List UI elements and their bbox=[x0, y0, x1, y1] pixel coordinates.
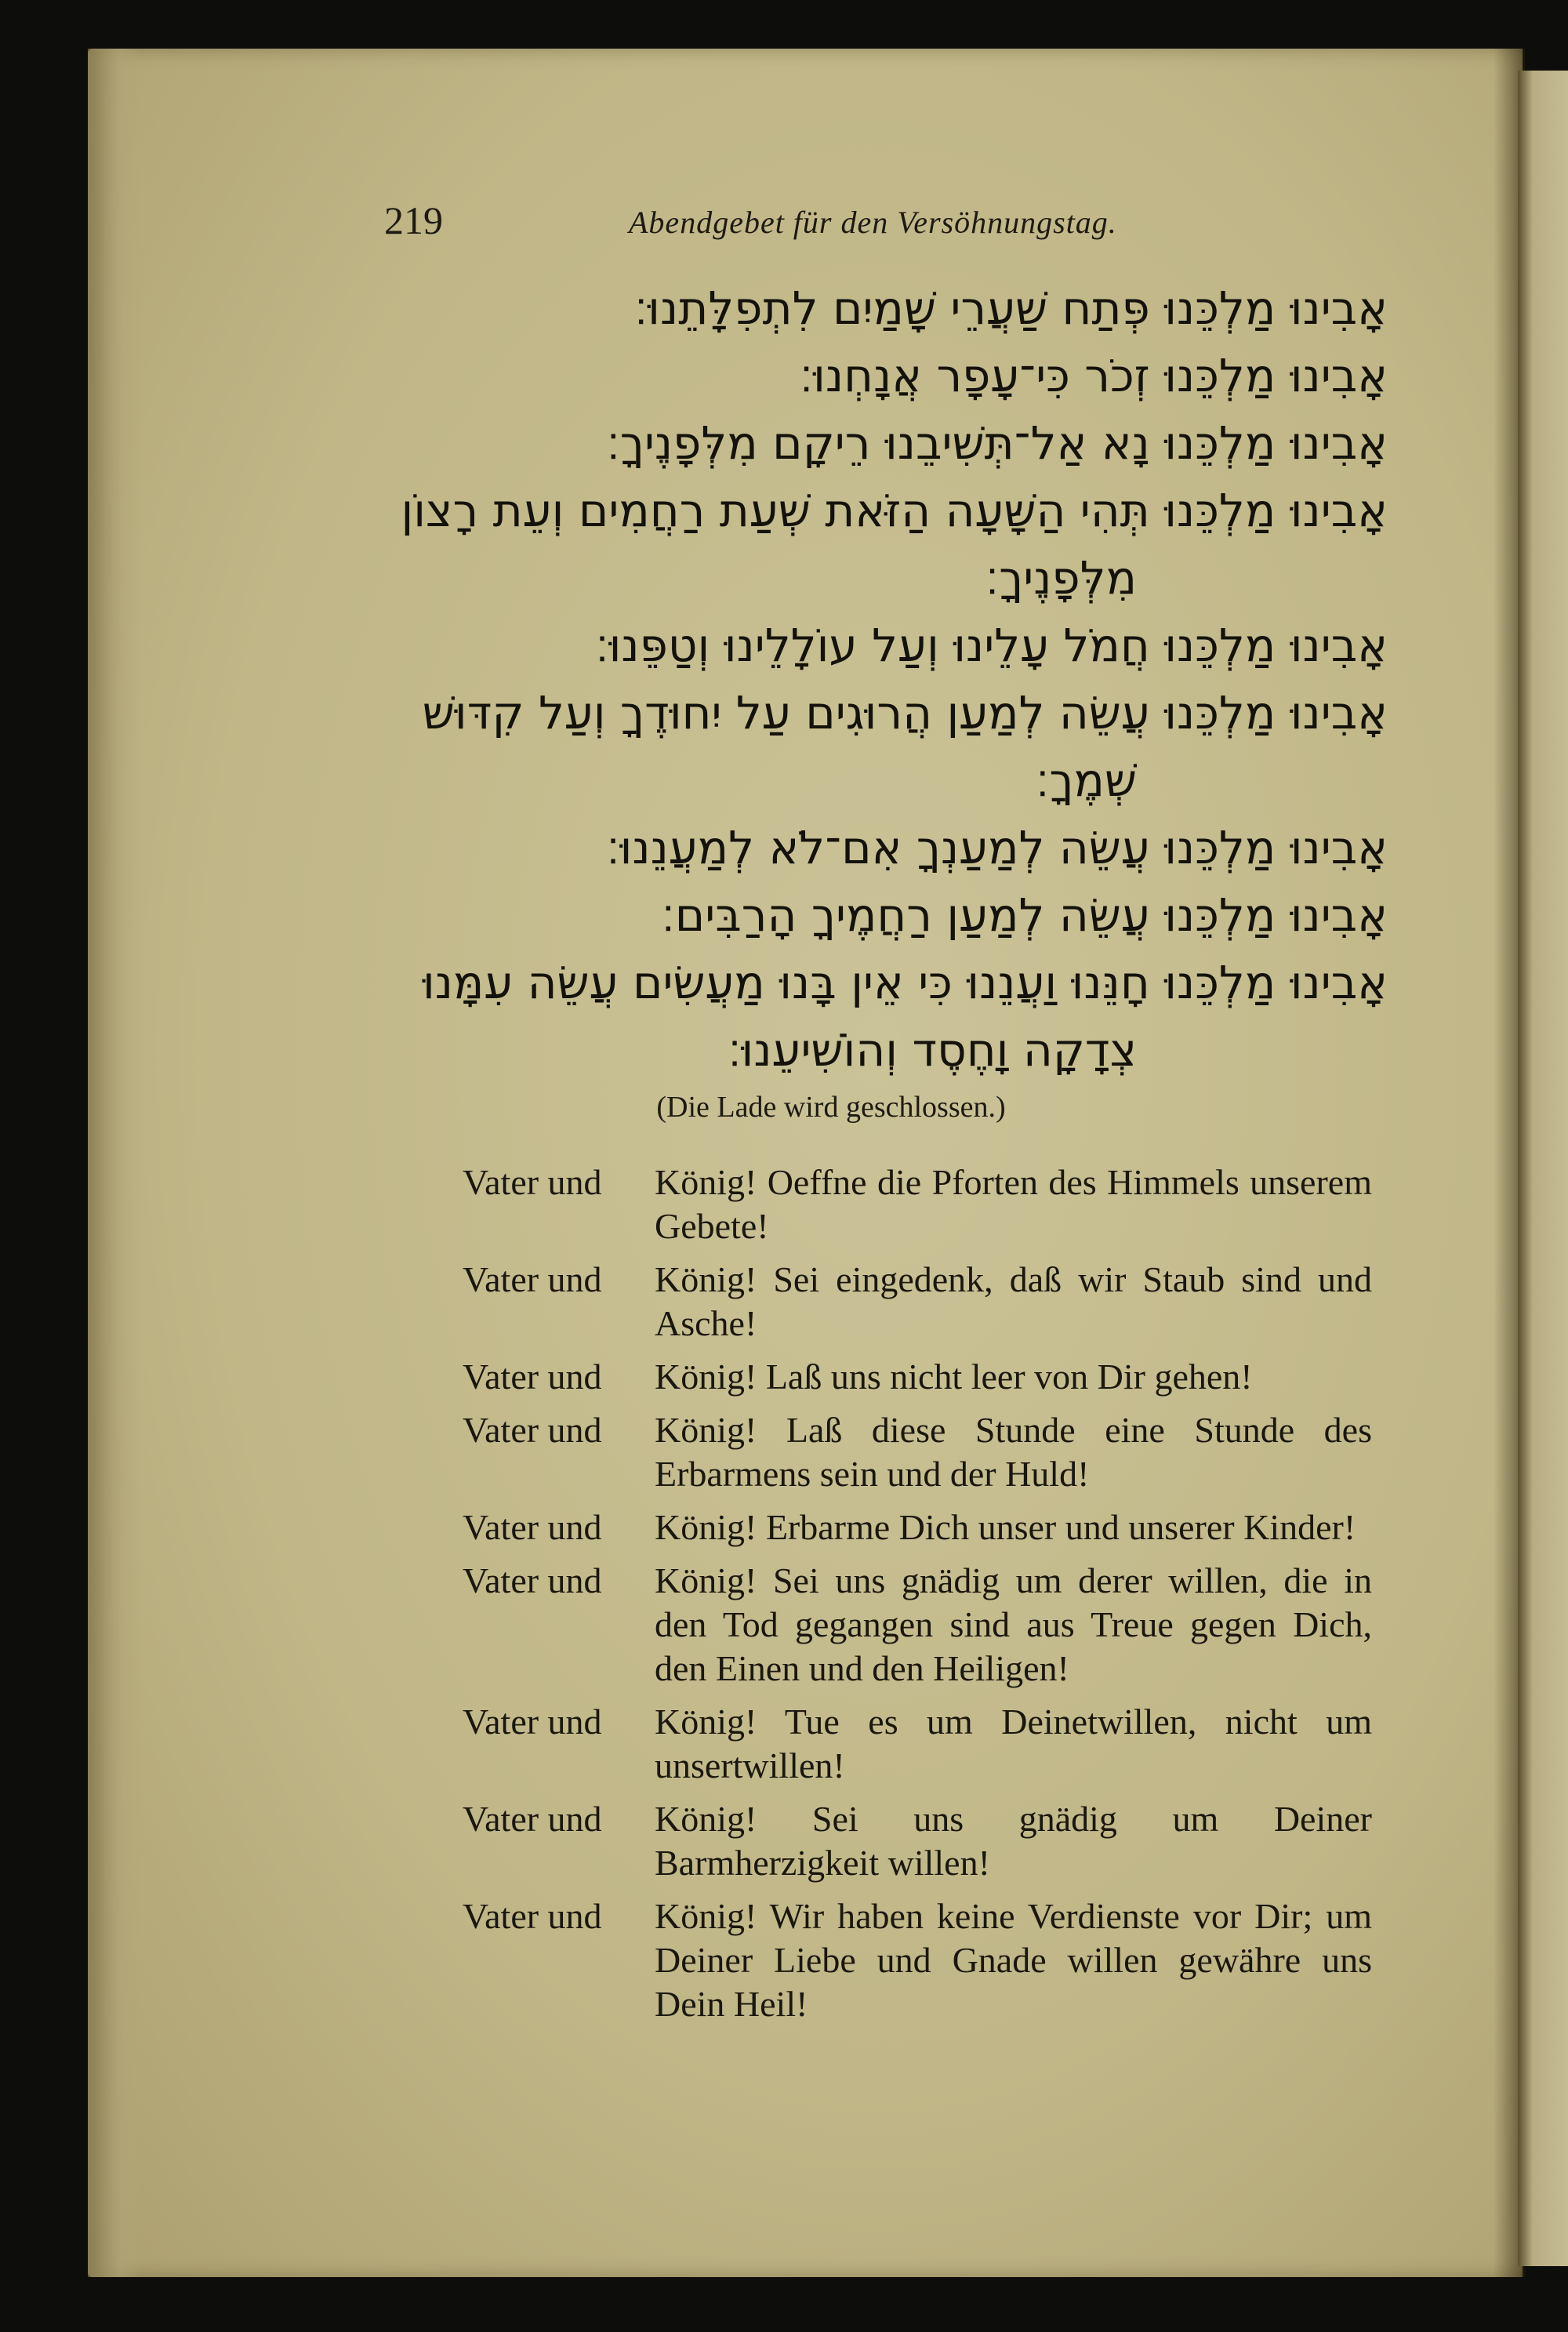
entry-label: Vater und bbox=[463, 1410, 602, 1450]
page-header bbox=[384, 198, 1168, 245]
entry-text: König! Oeffne die Pforten des Himmels unserem Gebete! bbox=[655, 1162, 1372, 1246]
hebrew-prayer-block bbox=[368, 274, 1388, 1084]
entry-text: König! Wir haben keine Verdienste vor Dir; um Deiner Liebe und Gnade willen gewähre uns Dein Heil! bbox=[655, 1896, 1372, 2024]
entry-label: Vater und bbox=[463, 1357, 602, 1397]
entry-text: König! Laß diese Stunde eine Stunde des Erbarmens sein und der Huld! bbox=[655, 1410, 1372, 1494]
rubric-caption: (Die Lade wird geschlossen.) bbox=[656, 1091, 1006, 1124]
translation-entry bbox=[463, 1700, 1372, 1788]
entry-text: König! Laß uns nicht leer von Dir gehen! bbox=[655, 1357, 1253, 1397]
hebrew-line: אָבִינוּ מַלְכֵּנוּ חָנֵּנוּ וַעֲנֵנוּ כִּי אֵין בָּנוּ מַעֲשִׂים עֲשֵׂה עִמָּנוּ bbox=[422, 956, 1388, 1009]
running-title: Abendgebet für den Versöhnungstag. bbox=[629, 205, 1117, 240]
entry-text: König! Sei eingedenk, daß wir Staub sind und Asche! bbox=[655, 1259, 1372, 1343]
entry-label: Vater und bbox=[463, 1702, 602, 1742]
page-edge-shadow bbox=[88, 49, 143, 2277]
hebrew-line: אָבִינוּ מַלְכֵּנוּ תְּהִי הַשָּׁעָה הַזֹּאת שְׁעַת רַחֲמִים וְעֵת רָצוֹן bbox=[401, 484, 1388, 537]
german-translation-block bbox=[463, 1161, 1372, 2036]
entry-label: Vater und bbox=[463, 1799, 602, 1839]
hebrew-line: אָבִינוּ מַלְכֵּנוּ עֲשֵׂה לְמַעַנְךָ אִם־לֹא לְמַעֲנֵנוּ׃ bbox=[606, 821, 1388, 874]
hebrew-line-continuation: צְדָקָה וָחֶסֶד וְהוֹשִׁיעֵנוּ׃ bbox=[728, 1023, 1137, 1077]
hebrew-line: אָבִינוּ מַלְכֵּנוּ עֲשֵׂה לְמַעַן הֲרוּגִים עַל יִחוּדֶךָ וְעַל קִדּוּשׁ bbox=[422, 686, 1388, 739]
translation-entry bbox=[463, 1355, 1372, 1399]
entry-label: Vater und bbox=[463, 1896, 602, 1936]
entry-label: Vater und bbox=[463, 1259, 602, 1299]
translation-entry bbox=[463, 1258, 1372, 1346]
entry-text: König! Sei uns gnädig um derer willen, die in den Tod gegangen sind aus Treue gegen Dich, den Einen und den Heiligen! bbox=[655, 1560, 1372, 1688]
hebrew-line: אָבִינוּ מַלְכֵּנוּ זְכֹר כִּי־עָפָר אֲנָחְנוּ׃ bbox=[799, 349, 1388, 402]
translation-entry bbox=[463, 1797, 1372, 1885]
hebrew-line: אָבִינוּ מַלְכֵּנוּ עֲשֵׂה לְמַעַן רַחֲמֶיךָ הָרַבִּים׃ bbox=[661, 888, 1388, 942]
hebrew-line-continuation: שְׁמֶךָ׃ bbox=[1036, 754, 1137, 807]
hebrew-line: אָבִינוּ מַלְכֵּנוּ פְּתַח שַׁעֲרֵי שָׁמַיִם לִתְפִלָּתֵנוּ׃ bbox=[634, 282, 1388, 335]
translation-entry bbox=[463, 1894, 1372, 2026]
page-number: 219 bbox=[384, 198, 443, 242]
hebrew-line: אָבִינוּ מַלְכֵּנוּ נָא אַל־תְּשִׁיבֵנוּ רֵיקָם מִלְּפָנֶיךָ׃ bbox=[606, 416, 1388, 470]
translation-entry bbox=[463, 1161, 1372, 1248]
facing-page-edge bbox=[1518, 71, 1568, 2266]
hebrew-line-continuation: מִלְּפָנֶיךָ׃ bbox=[985, 551, 1137, 605]
translation-entry bbox=[463, 1506, 1372, 1549]
entry-label: Vater und bbox=[463, 1162, 602, 1202]
entry-text: König! Erbarme Dich unser und unserer Kinder! bbox=[655, 1507, 1356, 1547]
translation-entry bbox=[463, 1408, 1372, 1496]
entry-text: König! Sei uns gnädig um Deiner Barmherzigkeit willen! bbox=[655, 1799, 1372, 1883]
entry-label: Vater und bbox=[463, 1507, 602, 1547]
entry-label: Vater und bbox=[463, 1560, 602, 1600]
entry-text: König! Tue es um Deinetwillen, nicht um unsertwillen! bbox=[655, 1702, 1372, 1785]
translation-entry bbox=[463, 1559, 1372, 1691]
hebrew-line: אָבִינוּ מַלְכֵּנוּ חֲמֹל עָלֵינוּ וְעַל עוֹלָלֵינוּ וְטַפֵּנוּ׃ bbox=[595, 619, 1388, 672]
